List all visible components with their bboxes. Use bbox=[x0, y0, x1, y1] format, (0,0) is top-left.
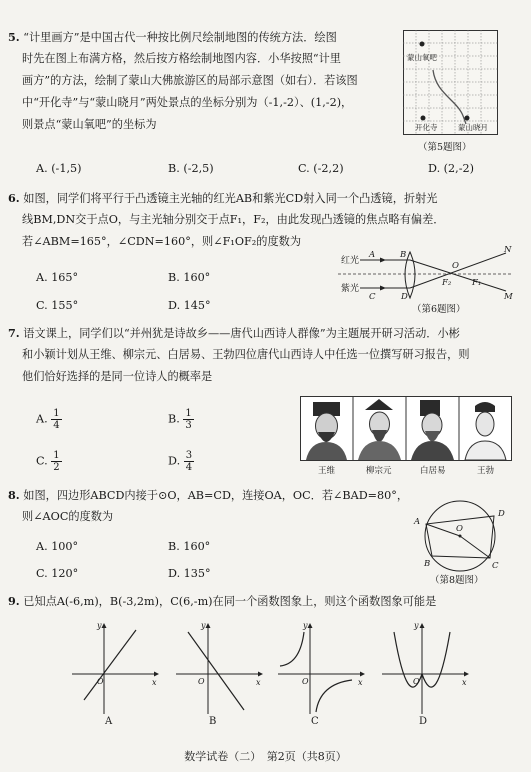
q8-option-b[interactable]: B. 160° bbox=[168, 540, 211, 553]
q5-label-mengshan-moon: 蒙山晓月 bbox=[458, 123, 488, 132]
q9-graph-b[interactable] bbox=[172, 618, 264, 726]
q7-option-a-fraction: $\frac{1}{4}$ bbox=[53, 408, 60, 431]
svg-text:O: O bbox=[198, 677, 205, 686]
poet-name-bai-juyi: 白居易 bbox=[420, 466, 446, 476]
q6-lens-figure bbox=[338, 245, 513, 308]
svg-text:O: O bbox=[97, 677, 104, 686]
q9-line-1: 已知点A(-6,m)，B(-3,2m)，C(6,-m)在同一个函数图象上，则这个函数图象可能是 bbox=[23, 595, 437, 608]
svg-text:y: y bbox=[201, 621, 206, 630]
q6-label-b: B bbox=[400, 250, 407, 260]
q5-label-oxygen-bar: 蒙山氧吧 bbox=[407, 53, 437, 62]
q5-map-figure bbox=[403, 30, 498, 135]
q7-line-3: 他们恰好选择的是同一位诗人的概率是 bbox=[22, 370, 213, 383]
q9-graph-d-label: D bbox=[419, 716, 428, 727]
q9-graph-b-label: B bbox=[209, 716, 217, 727]
svg-text:O: O bbox=[413, 677, 420, 686]
q6-line-3: 若∠ABM=165°，∠CDN=160°，则∠F₁OF₂的度数为 bbox=[22, 235, 302, 248]
q8-option-c[interactable]: C. 120° bbox=[36, 567, 79, 580]
q8-option-a[interactable]: A. 100° bbox=[36, 540, 79, 553]
q7-option-a[interactable]: A. $\frac{1}{4}$ bbox=[36, 408, 60, 431]
q9-graph-a[interactable] bbox=[68, 618, 160, 726]
q5-label-kaihua-temple: 开化寺 bbox=[415, 123, 438, 132]
q6-label-a: A bbox=[369, 250, 376, 260]
q6-label-red-light: 红光 bbox=[341, 256, 360, 266]
q8-option-d[interactable]: D. 135° bbox=[168, 567, 211, 580]
svg-text:x: x bbox=[256, 678, 261, 687]
page-footer: 数学试卷（二） 第2页（共8页） bbox=[184, 750, 347, 763]
q7-line-2: 和小颖计划从王维、柳宗元、白居易、王勃四位唐代山西诗人中任选一位撰写研习报告，则 bbox=[22, 348, 470, 361]
svg-text:y: y bbox=[414, 621, 419, 630]
q5-figure-caption: （第5题图） bbox=[418, 142, 472, 153]
q7-option-d[interactable]: D. $\frac{3}{4}$ bbox=[168, 450, 193, 473]
q7-option-d-fraction: $\frac{3}{4}$ bbox=[185, 450, 193, 473]
q5-line-4: 中“开化寺”与“蒙山晓月”两处景点的坐标分别为（-1,-2）、(1,-2)， bbox=[22, 96, 353, 109]
q5-option-c[interactable]: C. (-2,2) bbox=[298, 162, 344, 175]
q6-label-n: N bbox=[504, 245, 512, 255]
q5-line-3: 画方”的方法，绘制了蒙山大佛旅游区的局部示意图（如右）．若该图 bbox=[22, 74, 358, 87]
q7-option-c[interactable]: C. $\frac{1}{2}$ bbox=[36, 450, 60, 473]
poet-name-wang-wei: 王维 bbox=[318, 466, 336, 476]
svg-text:y: y bbox=[97, 621, 102, 630]
q9-graph-c-label: C bbox=[311, 716, 319, 727]
q6-label-f2: F₂ bbox=[442, 278, 452, 288]
q8-line-1: 如图，四边形ABCD内接于⊙O，AB=CD，连接OA，OC．若∠BAD=80°， bbox=[23, 489, 409, 502]
q6-number: 6. bbox=[8, 191, 20, 205]
q6-option-c[interactable]: C. 155° bbox=[36, 299, 79, 312]
poet-name-wang-bo: 王勃 bbox=[477, 466, 495, 476]
q9-graph-c[interactable] bbox=[274, 618, 366, 726]
q9-number: 9. bbox=[8, 594, 20, 608]
q8-label-o: O bbox=[456, 524, 463, 534]
q9-graph-a-label: A bbox=[105, 716, 113, 727]
q5-line-2: 时先在图上布满方格，然后按方格绘制地图内容．小华按照“计里 bbox=[22, 52, 341, 65]
q6-figure-caption: （第6题图） bbox=[412, 304, 466, 315]
q9-graph-d[interactable] bbox=[378, 618, 470, 726]
q8-figure-caption: （第8题图） bbox=[430, 575, 484, 586]
q7-option-b-fraction: $\frac{1}{3}$ bbox=[185, 408, 192, 431]
q6-label-m: M bbox=[504, 292, 513, 302]
q6-line-1: 如图，同学们将平行于凸透镜主光轴的红光AB和紫光CD射入同一个凸透镜，折射光 bbox=[23, 192, 438, 205]
q8-label-c: C bbox=[492, 561, 499, 571]
q5-option-d[interactable]: D. (2,-2) bbox=[428, 162, 474, 175]
q8-label-a: A bbox=[414, 517, 421, 527]
q8-label-d: D bbox=[498, 509, 505, 519]
svg-text:O: O bbox=[302, 677, 309, 686]
svg-text:x: x bbox=[462, 678, 467, 687]
q7-option-c-fraction: $\frac{1}{2}$ bbox=[53, 450, 60, 473]
q6-line-2: 线BM,DN交于点O，与主光轴分别交于点F₁，F₂，由此发现凸透镜的焦点略有偏差． bbox=[22, 213, 445, 226]
q5-option-a[interactable]: A. (-1,5) bbox=[36, 162, 82, 175]
q6-option-d[interactable]: D. 145° bbox=[168, 299, 211, 312]
q5-line-1: “计里画方”是中国古代一种按比例尺绘制地图的传统方法．绘图 bbox=[23, 31, 337, 44]
q8-circle-figure bbox=[408, 500, 510, 576]
q7-poet-portraits bbox=[300, 396, 512, 476]
q5-option-b[interactable]: B. (-2,5) bbox=[168, 162, 214, 175]
q7-line-1: 语文课上，同学们以“并州犹是诗故乡——唐代山西诗人群像”为主题展开研习活动．小彬 bbox=[23, 327, 460, 340]
q8-label-b: B bbox=[424, 559, 431, 569]
q7-number: 7. bbox=[8, 326, 20, 340]
q5-line-5: 则景点“蒙山氧吧”的坐标为 bbox=[22, 118, 157, 131]
svg-text:x: x bbox=[152, 678, 157, 687]
q8-line-2: 则∠AOC的度数为 bbox=[22, 510, 114, 523]
q6-label-d: D bbox=[401, 292, 408, 302]
q6-label-f1: F₁ bbox=[472, 278, 482, 288]
q7-option-b[interactable]: B. $\frac{1}{3}$ bbox=[168, 408, 192, 431]
q6-label-purple-light: 紫光 bbox=[341, 284, 360, 294]
q6-option-b[interactable]: B. 160° bbox=[168, 271, 211, 284]
q6-label-c: C bbox=[369, 292, 376, 302]
q6-option-a[interactable]: A. 165° bbox=[36, 271, 79, 284]
q5-number: 5. bbox=[8, 30, 20, 44]
poet-name-liu-zongyuan: 柳宗元 bbox=[366, 466, 392, 476]
svg-text:y: y bbox=[303, 621, 308, 630]
svg-text:x: x bbox=[358, 678, 363, 687]
q6-label-o: O bbox=[452, 261, 459, 271]
q8-number: 8. bbox=[8, 488, 20, 502]
